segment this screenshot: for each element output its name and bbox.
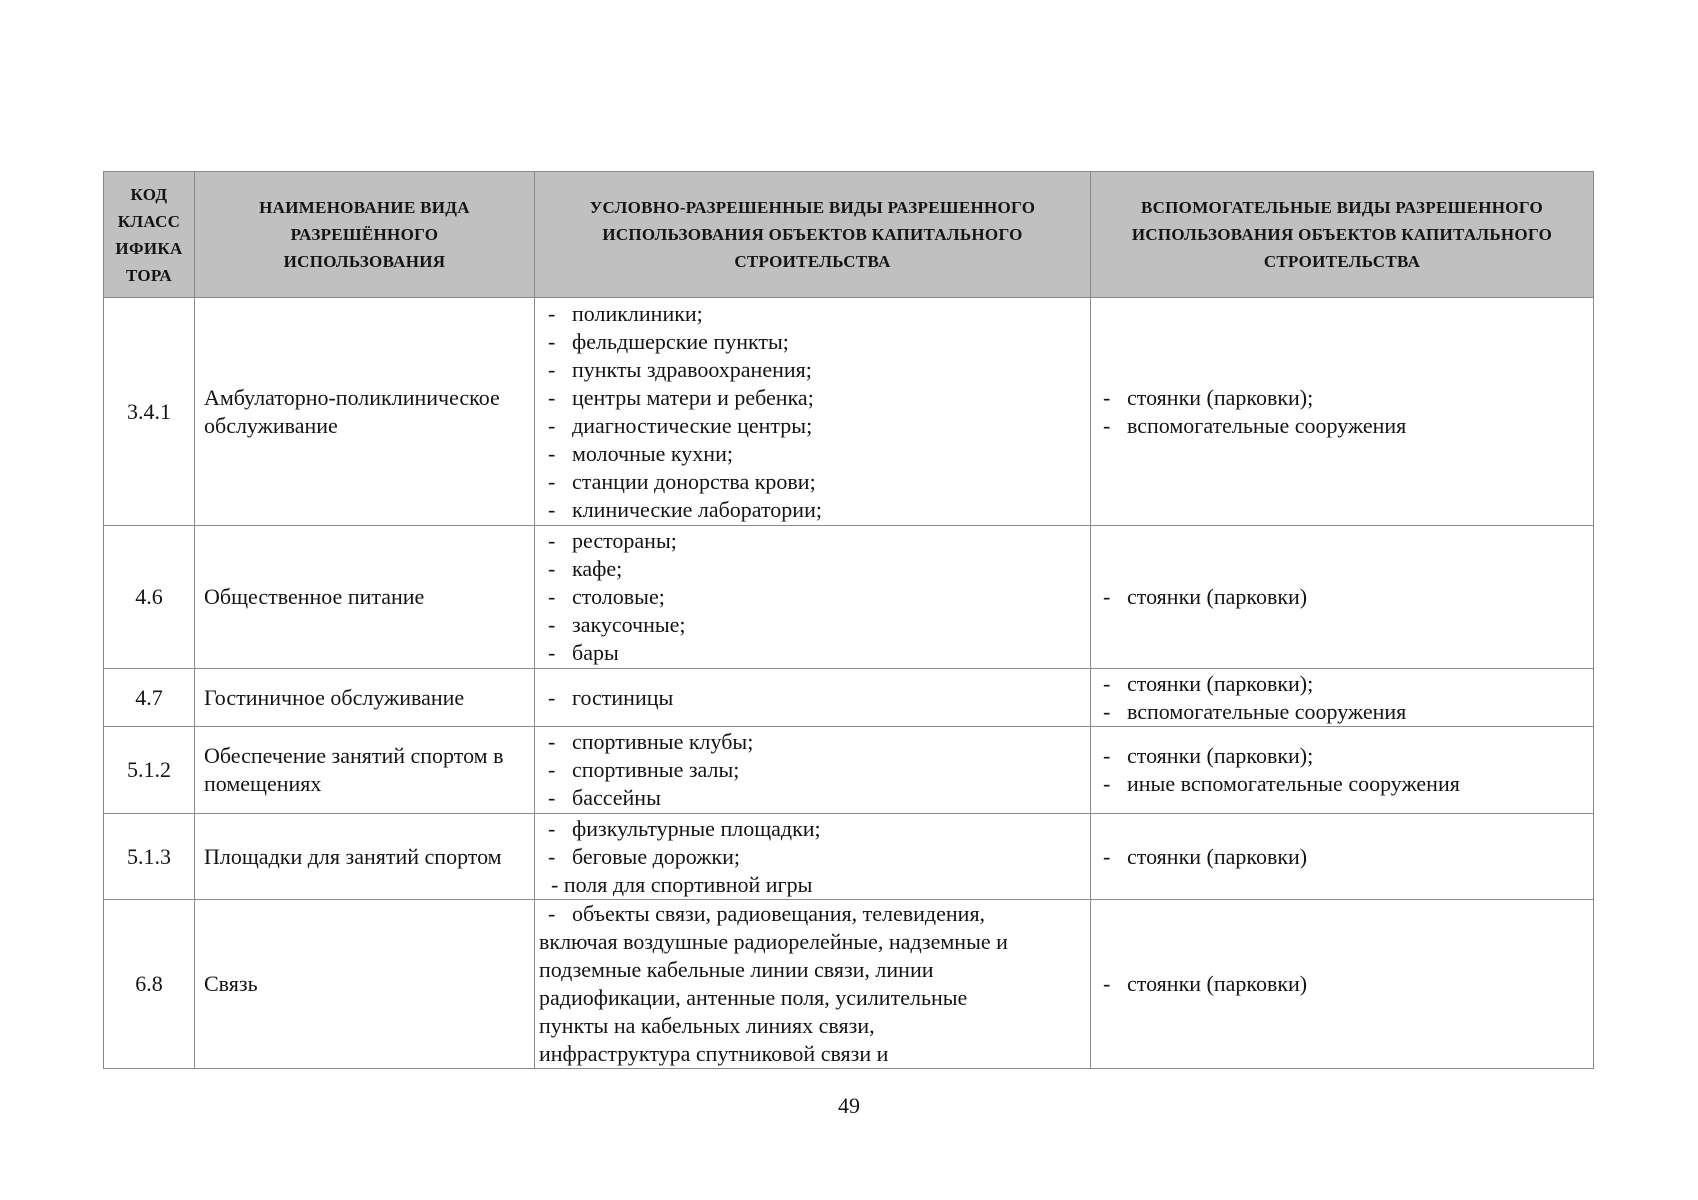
list-item: - стоянки (парковки);	[1103, 384, 1314, 410]
list-item: - пункты здравоохранения;	[548, 356, 812, 382]
list-item: - спортивные клубы;	[548, 729, 754, 754]
header-conditional-line: ИСПОЛЬЗОВАНИЯ ОБЪЕКТОВ КАПИТАЛЬНОГО	[602, 225, 1023, 244]
header-name	[195, 172, 535, 298]
list-item: - столовые;	[548, 584, 665, 609]
table-header-row	[104, 172, 1594, 298]
list-item: - вспомогательные сооружения	[1103, 698, 1407, 724]
header-name-line: НАИМЕНОВАНИЕ ВИДА	[259, 198, 470, 217]
list-item: - бассейны	[548, 785, 661, 810]
list-item: - фельдшерские пункты;	[548, 328, 789, 354]
conditional-list	[539, 684, 1086, 712]
list-item: - стоянки (парковки)	[1103, 971, 1308, 996]
row-name: Гостиничное обслуживание	[195, 669, 535, 727]
list-item: - молочные кухни;	[548, 440, 733, 466]
list-item: - физкультурные площадки;	[548, 815, 821, 841]
row-conditional	[535, 814, 1091, 900]
row-name: Общественное питание	[195, 526, 535, 669]
conditional-paragraph: - объекты связи, радиовещания, телевидения, включая воздушные радиорелейные, надземные и подземные кабельные линии связи, линии радиофикации, антенные поля, усилительные пункты на кабельных линиях связи, инфраструктура спутниковой связи и	[539, 901, 1008, 1066]
header-conditional-line: СТРОИТЕЛЬСТВА	[734, 252, 891, 271]
table-row	[104, 298, 1594, 526]
auxiliary-list	[1095, 843, 1589, 871]
list-item: - беговые дорожки;	[548, 843, 740, 869]
list-item: - диагностические центры;	[548, 412, 813, 438]
list-item: - стоянки (парковки);	[1103, 670, 1314, 696]
header-auxiliary-line: ВСПОМОГАТЕЛЬНЫЕ ВИДЫ РАЗРЕШЕННОГО	[1140, 198, 1544, 217]
list-item: - стоянки (парковки)	[1103, 584, 1308, 609]
list-item: - стоянки (парковки)	[1103, 843, 1308, 869]
row-code: 4.7	[104, 669, 195, 727]
row-code: 5.1.2	[104, 727, 195, 814]
header-code	[104, 172, 195, 298]
list-item: - рестораны;	[548, 528, 677, 553]
header-conditional-line: УСЛОВНО-РАЗРЕШЕННЫЕ ВИДЫ РАЗРЕШЕННОГО	[589, 198, 1036, 217]
table-row	[104, 727, 1594, 814]
row-auxiliary	[1091, 900, 1594, 1069]
table-row	[104, 526, 1594, 669]
list-item: - бары	[548, 640, 619, 665]
row-conditional	[535, 900, 1091, 1069]
conditional-list	[539, 527, 1086, 667]
row-code: 3.4.1	[104, 298, 195, 526]
conditional-list	[539, 728, 1086, 812]
header-name-line: ИСПОЛЬЗОВАНИЯ	[283, 252, 446, 271]
row-code: 6.8	[104, 900, 195, 1069]
conditional-list	[539, 300, 1086, 524]
list-item: - спортивные залы;	[548, 757, 740, 782]
list-item: - гостиницы	[548, 684, 674, 710]
row-name: Обеспечение занятий спортом в помещениях	[195, 727, 535, 814]
list-item: - центры матери и ребенка;	[548, 384, 814, 410]
header-code-line: ТОРА	[125, 265, 173, 285]
row-conditional	[535, 669, 1091, 727]
auxiliary-list	[1095, 742, 1589, 798]
row-conditional	[535, 298, 1091, 526]
list-item: - иные вспомогательные сооружения	[1103, 771, 1460, 796]
header-auxiliary	[1091, 172, 1594, 298]
list-item: - закусочные;	[548, 612, 686, 637]
auxiliary-list	[1095, 670, 1589, 726]
auxiliary-list	[1095, 970, 1589, 998]
header-code-line: ИФИКА	[115, 238, 183, 258]
row-auxiliary	[1091, 669, 1594, 727]
header-auxiliary-line: ИСПОЛЬЗОВАНИЯ ОБЪЕКТОВ КАПИТАЛЬНОГО	[1131, 225, 1553, 244]
list-item: - клинические лаборатории;	[548, 496, 822, 522]
list-item: - вспомогательные сооружения	[1103, 412, 1407, 438]
header-code-line: КЛАСС	[117, 211, 181, 231]
auxiliary-list	[1095, 384, 1589, 440]
auxiliary-list	[1095, 583, 1589, 611]
row-name: Амбулаторно-поликлиническое обслуживание	[195, 298, 535, 526]
header-name-line: РАЗРЕШЁННОГО	[290, 225, 439, 244]
row-auxiliary	[1091, 814, 1594, 900]
header-auxiliary-line: СТРОИТЕЛЬСТВА	[1263, 252, 1421, 271]
row-name: Связь	[195, 900, 535, 1069]
row-code: 4.6	[104, 526, 195, 669]
table-row	[104, 814, 1594, 900]
list-item: - поликлиники;	[548, 300, 703, 326]
list-item: - станции донорства крови;	[548, 468, 816, 494]
conditional-list	[539, 815, 1086, 899]
table-row	[104, 900, 1594, 1069]
row-auxiliary	[1091, 526, 1594, 669]
table-row	[104, 669, 1594, 727]
page-number: 49	[838, 1093, 860, 1118]
row-auxiliary	[1091, 298, 1594, 526]
row-name: Площадки для занятий спортом	[195, 814, 535, 900]
header-code-line: КОД	[130, 184, 168, 204]
row-conditional	[535, 526, 1091, 669]
list-item: - стоянки (парковки);	[1103, 743, 1314, 768]
row-code: 5.1.3	[104, 814, 195, 900]
land-use-table	[103, 171, 1594, 1069]
header-conditional	[535, 172, 1091, 298]
list-item: - кафе;	[548, 556, 623, 581]
list-item: - поля для спортивной игры	[551, 871, 813, 897]
row-conditional	[535, 727, 1091, 814]
row-auxiliary	[1091, 727, 1594, 814]
